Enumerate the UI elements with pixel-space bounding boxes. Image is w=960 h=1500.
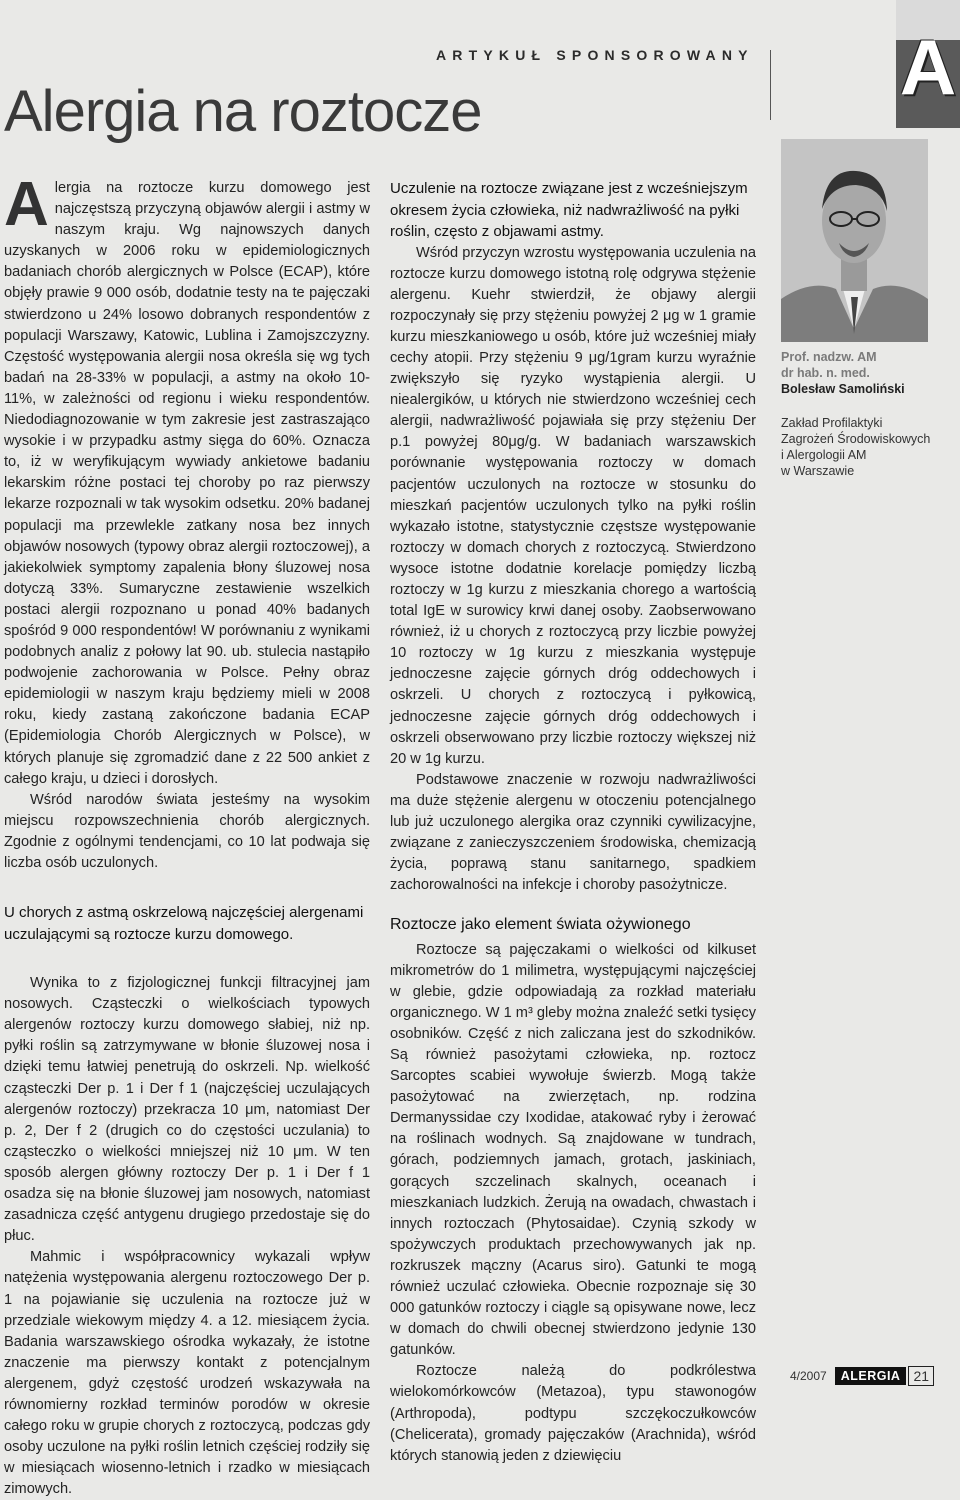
paragraph: Wynika to z fizjologicznej funkcji filtracyjnej jam nosowych. Cząsteczki o wielkościach typowych alergenów roztoczy kurzu domowego słabiej, niż np. pyłki roślin są zatrzymywane w błonie śluzowej nosa i dzięki temu łatwiej penetrują do oskrzeli. Np. wielkość cząsteczki Der p. 1 i Der f 1 (najczęściej uczulających alergenów roztoczy) przekracza 10 μm, natomiast Der p. 2, Der f 2 (drugich co do częstości uczulania) to cząsteczko o wielkości mniejszej niż 10 μm. W ten sposób alergen główny roztoczy Der p. 1 i Der f 1 osadza się na błonie śluzowej jam nosowych, natomiast zasadnicza część antygenu drugiego przedostaje się do płuc.	[4, 975, 370, 1245]
affiliation-line: w Warszawie	[781, 464, 855, 478]
drop-cap: A	[4, 170, 49, 239]
column-left	[4, 170, 370, 1500]
section-tab	[896, 0, 960, 128]
paragraph: Wśród narodów świata jesteśmy na wysokim miejscu rozpowszechnienia chorób alergicznych. Zgodnie z ogólnymi tendencjami, co 10 lat podwaja się liczba osób uczulonych.	[4, 791, 370, 871]
paragraph: Roztocze należą do podkrólestwa wielokomórkowców (Metazoa), typu stawonogów (Arthropoda), podtypu szczękoczułkowców (Chelicerata), gromady pajęczaków (Arachnida), wśród których stanowią jeden z dziewięciu	[390, 1363, 756, 1464]
author-name: Bolesław Samoliński	[781, 382, 905, 396]
section-heading: Roztocze jako element świata ożywionego	[390, 916, 691, 934]
column-right	[390, 178, 756, 1467]
intro-text: lergia na roztocze kurzu domowego jest najczęstszą przyczyną objawów alergii i astmy w naszym kraju. Wg najnowszych danych uzyskanych w 2006 roku w epidemiologicznych badaniach chorób alergicznych w Polsce (ECAP), które objęły prawie 9 000 osób, dodatnie testy na te pajęczaki stwierdzono u 24% losowo dobranych respondentów z populacji Warszawy, Katowic, Lublina i Zamojszczyzny. Częstość występowania alergii nosa określa się wg tych badań na 28-33% w populacji, a astmy na około 10-11%, w zależności od regionu i wieku respondentów. Niedodiagnozowanie w tym zakresie jest zastraszająco wysokie i w przypadku astmy sięga do 60%. Oznacza to, iż w weryfikującym wywiady ankietowe badaniu lekarskim różne postaci tej choroby po raz pierwszy lekarze rozpoznali w tak wysokim odsetku. 20% badanej populacji ma przewlekle zatkany nosa bez innych objawów nosowych (typowy obraz alergii roztoczowej), a jakiekolwiek symptomy zapalenia błony śluzowej nosa dotyczą 33%. Sumaryczne zestawienie wszelkich postaci alergii rozpoznano u ponad 40% badanych spośród 9 000 respondentów! W porównaniu z wynikami podobnych analiz z połowy lat 90. ub. stulecia nastąpiło podwojenie zachorowania w Polsce. Pełny obraz epidemiologii w naszym kraju będziemy mieli w 2008 roku, kiedy zastaną zakończone badania ECAP (Epidemiologia Chorób Alergicznych w Polsce), w których planuje się zgromadzić dane z 22 500 ankiet z całego kraju, u dzieci i dorosłych.	[4, 180, 370, 787]
magazine-name: ALERGIA	[835, 1367, 907, 1385]
sponsored-label: ARTYKUŁ SPONSOROWANY	[436, 47, 754, 63]
paragraph: Roztocze są pajęczakami o wielkości od kilkuset mikrometrów do 1 milimetra, występującymi najczęściej w glebie, gdzie odpowiadają za rozkład materiału organicznego. W 1 m³ gleby można znaleźć setki tysięcy osobników. Część z nich zaliczana jest do szkodników. Są również pasożytami człowieka, np. roztocz Sarcoptes scabiei wywołuje świerzb. Mogą także pasożytować na zwierzętach, np. rodzina Dermanyssidae czy Ixodidae, atakować ryby i żerować na roślinach wodnych. Są znajdowane w tundrach, górach, podziemnych jamach, grotach, jaskiniach, gorących szczelinach skalnych, oceanach i mieszkaniach ludzkich. Żerują na owadach, chwastach i innych roztoczach (Phytosaidae). Czynią szkody w spożywczych produktach przechowywanych jak np. rozkruszek mączny (Acarus siro). Gatunki te mogą również uczulać człowieka. Obecnie rozpoznaje się 30 000 gatunków roztoczy i ciągle są opisywane nowe, lecz w domach do chwili obecnej stwierdzono jedynie 130 gatunków.	[390, 941, 756, 1359]
affiliation-line: Zagrożeń Środowiskowych	[781, 432, 931, 446]
paragraph: Podstawowe znaczenie w rozwoju nadwrażliwości ma duże stężenie alergenu w otoczeniu potencjalnego lub już uczulonego alergika oraz czynniki cywilizacyjne, związane z zanieczyszczeniem środowiska, chemizacją życia, poprawą stanu sanitarnego, spadkiem zachorowalności na infekcje i choroby pasożytnicze.	[390, 771, 756, 894]
paragraph: Mahmic i współpracownicy wykazali wpływ natężenia występowania alergenu roztoczowego Der p. 1 na pojawianie się uczulenia na roztocze już w przedziale wiekowym między 4. a 12. miesiącem życia. Badania warszawskiego ośrodka wykazały, że istotne znaczenie ma pierwszy kontakt z potencjalnym alergenem, gdyż częstość urodzeń wskazywała na równomierny rozkład terminów porodów w okresie całego roku w grupie chorych z roztoczycą, podczas gdy osoby uczulone na pyłki roślin letnich częściej rodziły się w miesiącach wiosenno-letnich i rzadko w miesiącach zimowych.	[4, 1249, 370, 1498]
paragraph: Wśród przyczyn wzrostu występowania uczulenia na roztocze kurzu domowego istotną rolę odgrywa stężenie alergenu. Kuehr stwierdził, że objawy alergii rozpoczynały się przy stężeniu powyżej 2 μg w 1 gramie kurzu mieszkaniowego u osób, które już wcześniej miały cechy atopii. Przy stężeniu 9 μg/1gram kurzu wyraźnie zwiększyło się ryzyko wystąpienia alergii. U niealergików, u których nie stwierdzono wcześniej cech alergii, nadwrażliwość pojawiała się przy stężeniu Der p.1 powyżej 80μg/g. W badaniach warszawskich porównanie występowania roztoczy w domach pacjentów uczulonych na roztocze w stosunku do mieszkań pacjentów uczulonych tylko na pyłki roślin wykazało istotne, statystycznie częstsze występowanie roztoczy w domach chorych z roztoczycą. Stwierdzono wysoce istotne dodatnie korelacje pomiędzy liczbą roztoczy w 1g kurzu z mieszkania chorego a wartością total IgE w surowicy krwi danej osoby. Zaobserwowano również, iż u chorych z roztoczycą przy liczbie powyżej 10 roztoczy w 1g kurzu z mieszkania występuje jednoczesne zajęcie górnych dróg oddechowych i oskrzeli. U chorych z roztoczycą i pyłkowicą, jednoczesne zajęcie górnych dróg oddechowych i oskrzeli obserwowano przy liczbie roztoczy większej niż 20 w 1g kurzu.	[390, 244, 756, 767]
author-portrait-image	[781, 139, 928, 342]
author-title-2: dr hab. n. med.	[781, 366, 870, 380]
author-bio	[781, 349, 941, 479]
intro-paragraph	[4, 170, 370, 790]
article-title: Alergia na roztocze	[4, 79, 482, 144]
pull-quote: U chorych z astmą oskrzelową najczęściej alergenami uczulającymi są roztocze kurzu domowego.	[4, 904, 364, 943]
pull-quote: Uczulenie na roztocze związane jest z wcześniejszym okresem życia człowieka, niż nadwrażliwość na pyłki roślin, często z objawami astmy.	[390, 180, 748, 240]
affiliation-line: Zakład Profilaktyki	[781, 416, 883, 430]
author-title-1: Prof. nadzw. AM	[781, 350, 877, 364]
author-photo	[781, 139, 928, 342]
issue-number: 4/2007	[790, 1369, 827, 1383]
affiliation-line: i Alergologii AM	[781, 448, 867, 462]
page-number: 21	[908, 1366, 934, 1386]
author-affiliation	[781, 415, 941, 479]
header-divider	[770, 50, 771, 120]
page-footer	[790, 1366, 934, 1386]
section-tab-letter: A	[899, 23, 957, 111]
